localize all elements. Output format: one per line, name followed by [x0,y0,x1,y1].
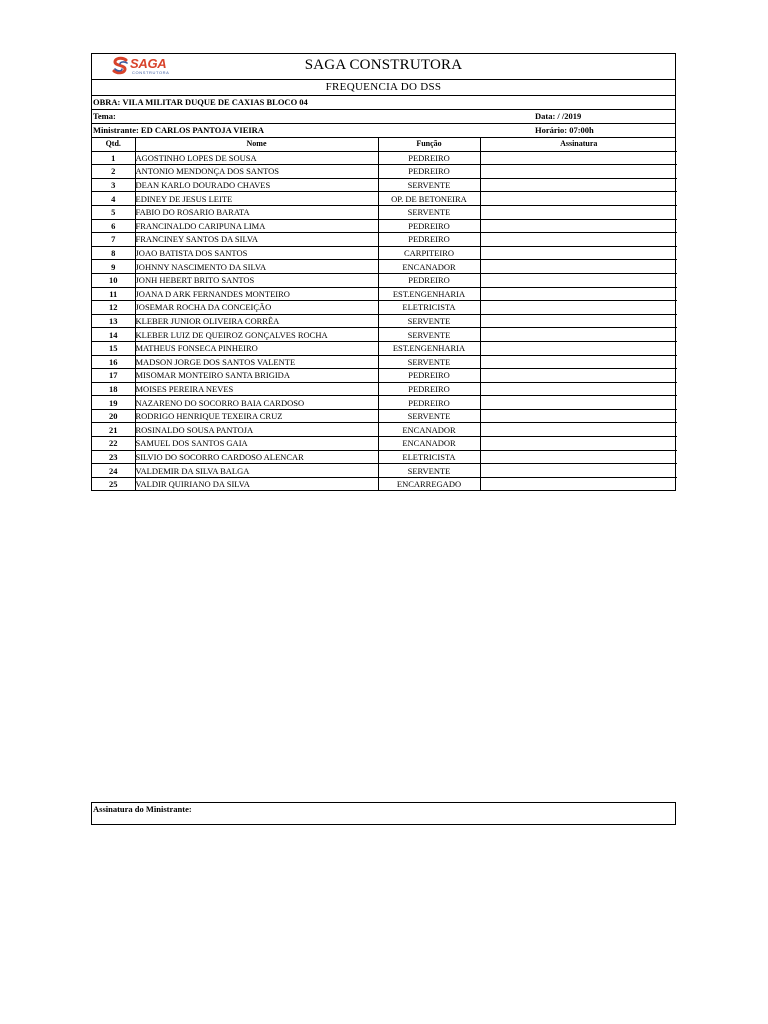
row-qtd-cell: 13 [92,314,135,328]
table-row [92,260,677,274]
date-label: Data: / /2019 [535,111,582,121]
row-function-cell: PEDREIRO [378,151,480,165]
table-row [92,178,677,192]
row-function-cell: PEDREIRO [378,382,480,396]
horario-label: Horário: 07:00h [535,125,594,135]
company-name: SAGA CONSTRUTORA [304,57,463,73]
row-signature-cell [480,205,677,219]
table-row [92,314,677,328]
row-name-cell: JOANA D ARK FERNANDES MONTEIRO [135,287,378,301]
row-function-cell: ENCANADOR [378,423,480,437]
column-header-funcao: Função [378,138,480,151]
table-header-row [92,138,677,151]
row-signature-cell [480,178,677,192]
logo-text: SAGA [130,56,167,71]
table-row [92,369,677,383]
row-qtd-cell: 7 [92,233,135,247]
minister-signature-label: Assinatura do Ministrante: [93,804,192,814]
row-qtd-cell: 23 [92,450,135,464]
row-function-cell: ENCANADOR [378,437,480,451]
row-function-cell: EST.ENGENHARIA [378,287,480,301]
logo-subtext: CONSTRUTORA [132,70,170,75]
row-qtd-cell: 25 [92,477,135,490]
row-name-cell: KLEBER LUIZ DE QUEIROZ GONÇALVES ROCHA [135,328,378,342]
table-row [92,341,677,355]
row-function-cell: EST.ENGENHARIA [378,341,480,355]
row-function-cell: ENCANADOR [378,260,480,274]
row-function-cell: ELETRICISTA [378,450,480,464]
row-qtd-cell: 4 [92,192,135,206]
row-qtd-cell: 22 [92,437,135,451]
row-function-cell: PEDREIRO [378,396,480,410]
row-name-cell: MATHEUS FONSECA PINHEIRO [135,341,378,355]
row-signature-cell [480,423,677,437]
table-row [92,409,677,423]
row-name-cell: MOISES PEREIRA NEVES [135,382,378,396]
row-name-cell: VALDEMIR DA SILVA BALGA [135,464,378,478]
row-signature-cell [480,341,677,355]
row-function-cell: CARPITEIRO [378,246,480,260]
attendance-table [92,138,677,490]
row-qtd-cell: 18 [92,382,135,396]
tema-label: Tema: [93,111,116,121]
table-row [92,423,677,437]
row-name-cell: JOHNNY NASCIMENTO DA SILVA [135,260,378,274]
row-name-cell: FRANCINALDO CARIPUNA LIMA [135,219,378,233]
table-row [92,328,677,342]
row-function-cell: PEDREIRO [378,273,480,287]
row-signature-cell [480,165,677,179]
row-qtd-cell: 5 [92,205,135,219]
row-signature-cell [480,301,677,315]
table-row [92,192,677,206]
title-row [92,54,675,80]
row-name-cell: MISOMAR MONTEIRO SANTA BRIGIDA [135,369,378,383]
row-qtd-cell: 17 [92,369,135,383]
row-function-cell: PEDREIRO [378,369,480,383]
row-signature-cell [480,314,677,328]
row-function-cell: SERVENTE [378,314,480,328]
row-signature-cell [480,437,677,451]
column-header-qtd: Qtd. [92,138,135,151]
row-name-cell: ROSINALDO SOUSA PANTOJA [135,423,378,437]
table-row [92,382,677,396]
row-signature-cell [480,287,677,301]
row-function-cell: SERVENTE [378,409,480,423]
row-name-cell: JOSEMAR ROCHA DA CONCEIÇÃO [135,301,378,315]
table-row [92,437,677,451]
column-header-nome: Nome [135,138,378,151]
row-qtd-cell: 12 [92,301,135,315]
table-row [92,205,677,219]
row-name-cell: NAZARENO DO SOCORRO BAIA CARDOSO [135,396,378,410]
row-function-cell: SERVENTE [378,464,480,478]
row-qtd-cell: 11 [92,287,135,301]
table-row [92,233,677,247]
row-signature-cell [480,369,677,383]
row-qtd-cell: 19 [92,396,135,410]
row-name-cell: SAMUEL DOS SANTOS GAIA [135,437,378,451]
row-signature-cell [480,233,677,247]
obra-label: OBRA: VILA MILITAR DUQUE DE CAXIAS BLOCO 04 [93,97,308,107]
row-name-cell: AGOSTINHO LOPES DE SOUSA [135,151,378,165]
attendance-sheet [91,53,676,491]
row-name-cell: DEAN KARLO DOURADO CHAVES [135,178,378,192]
row-qtd-cell: 9 [92,260,135,274]
row-function-cell: PEDREIRO [378,233,480,247]
column-header-assinatura: Assinatura [480,138,677,151]
table-row [92,450,677,464]
row-signature-cell [480,328,677,342]
row-name-cell: RODRIGO HENRIQUE TEXEIRA CRUZ [135,409,378,423]
row-qtd-cell: 14 [92,328,135,342]
row-signature-cell [480,477,677,490]
row-function-cell: ENCARREGADO [378,477,480,490]
table-row [92,219,677,233]
row-qtd-cell: 8 [92,246,135,260]
row-signature-cell [480,246,677,260]
table-row [92,165,677,179]
row-name-cell: FABIO DO ROSARIO BARATA [135,205,378,219]
document-subtitle: FREQUENCIA DO DSS [92,80,675,96]
row-qtd-cell: 15 [92,341,135,355]
ministrante-row [92,124,675,138]
table-row [92,355,677,369]
row-function-cell: ELETRICISTA [378,301,480,315]
row-name-cell: FRANCINEY SANTOS DA SILVA [135,233,378,247]
row-qtd-cell: 3 [92,178,135,192]
row-qtd-cell: 24 [92,464,135,478]
row-name-cell: EDINEY DE JESUS LEITE [135,192,378,206]
row-name-cell: KLEBER JUNIOR OLIVEIRA CORRÊA [135,314,378,328]
row-signature-cell [480,382,677,396]
row-name-cell: JOAO BATISTA DOS SANTOS [135,246,378,260]
row-qtd-cell: 2 [92,165,135,179]
tema-row [92,110,675,124]
row-name-cell: SILVIO DO SOCORRO CARDOSO ALENCAR [135,450,378,464]
row-signature-cell [480,355,677,369]
row-function-cell: SERVENTE [378,205,480,219]
row-name-cell: VALDIR QUIRIANO DA SILVA [135,477,378,490]
row-signature-cell [480,396,677,410]
row-signature-cell [480,464,677,478]
row-qtd-cell: 16 [92,355,135,369]
table-row [92,477,677,490]
row-function-cell: PEDREIRO [378,219,480,233]
row-function-cell: SERVENTE [378,328,480,342]
obra-row [92,96,675,110]
row-name-cell: JONH HEBERT BRITO SANTOS [135,273,378,287]
row-signature-cell [480,192,677,206]
row-qtd-cell: 21 [92,423,135,437]
table-row [92,464,677,478]
row-signature-cell [480,450,677,464]
table-row [92,396,677,410]
row-function-cell: SERVENTE [378,178,480,192]
row-name-cell: ANTONIO MENDONÇA DOS SANTOS [135,165,378,179]
row-signature-cell [480,151,677,165]
row-function-cell: PEDREIRO [378,165,480,179]
row-signature-cell [480,409,677,423]
table-row [92,246,677,260]
row-signature-cell [480,273,677,287]
minister-signature-box [91,802,676,825]
row-qtd-cell: 6 [92,219,135,233]
row-name-cell: MADSON JORGE DOS SANTOS VALENTE [135,355,378,369]
table-row [92,287,677,301]
row-signature-cell [480,260,677,274]
row-qtd-cell: 20 [92,409,135,423]
table-row [92,301,677,315]
table-row [92,151,677,165]
row-function-cell: OP. DE BETONEIRA [378,192,480,206]
table-row [92,273,677,287]
row-qtd-cell: 1 [92,151,135,165]
row-function-cell: SERVENTE [378,355,480,369]
row-signature-cell [480,219,677,233]
row-qtd-cell: 10 [92,273,135,287]
ministrante-label: Ministrante: ED CARLOS PANTOJA VIEIRA [93,125,264,135]
